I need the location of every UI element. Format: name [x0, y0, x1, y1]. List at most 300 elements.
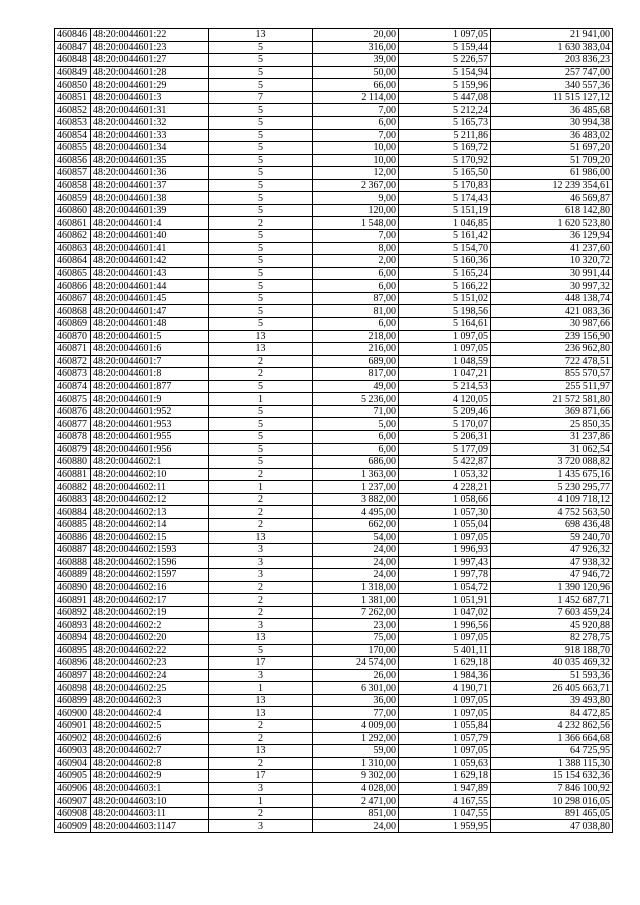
- cadastral-value-cell: 239 156,90: [491, 330, 613, 343]
- table-row: [55, 493, 613, 506]
- category-code-cell: 1: [209, 795, 313, 808]
- cadastral-number-cell: 48:20:0044601:42: [91, 255, 209, 268]
- category-code-cell: 5: [209, 280, 313, 293]
- area-cell: 39,00: [313, 54, 399, 67]
- specific-value-cell: 5 165,24: [399, 267, 491, 280]
- cadastral-value-cell: 31 237,86: [491, 431, 613, 444]
- category-code-cell: 2: [209, 368, 313, 381]
- table-row: [55, 255, 613, 268]
- specific-value-cell: 1 051,91: [399, 594, 491, 607]
- row-number-cell: 460891: [55, 594, 91, 607]
- specific-value-cell: 5 154,94: [399, 66, 491, 79]
- cadastral-value-cell: 1 435 675,16: [491, 468, 613, 481]
- cadastral-number-cell: 48:20:0044603:10: [91, 795, 209, 808]
- cadastral-number-cell: 48:20:0044602:20: [91, 632, 209, 645]
- category-code-cell: 2: [209, 217, 313, 230]
- cadastral-value-cell: 64 725,95: [491, 745, 613, 758]
- row-number-cell: 460876: [55, 405, 91, 418]
- row-number-cell: 460906: [55, 782, 91, 795]
- cadastral-value-cell: 255 511,97: [491, 380, 613, 393]
- area-cell: 6,00: [313, 116, 399, 129]
- category-code-cell: 5: [209, 192, 313, 205]
- category-code-cell: 5: [209, 431, 313, 444]
- cadastral-number-cell: 48:20:0044602:6: [91, 732, 209, 745]
- area-cell: 1 292,00: [313, 732, 399, 745]
- specific-value-cell: 1 997,78: [399, 569, 491, 582]
- cadastral-number-cell: 48:20:0044601:29: [91, 79, 209, 92]
- row-number-cell: 460901: [55, 719, 91, 732]
- cadastral-number-cell: 48:20:0044601:47: [91, 305, 209, 318]
- area-cell: 50,00: [313, 66, 399, 79]
- table-row: [55, 167, 613, 180]
- area-cell: 12,00: [313, 167, 399, 180]
- specific-value-cell: 5 159,44: [399, 41, 491, 54]
- row-number-cell: 460884: [55, 506, 91, 519]
- category-code-cell: 7: [209, 91, 313, 104]
- cadastral-value-cell: 10 298 016,05: [491, 795, 613, 808]
- specific-value-cell: 1 047,21: [399, 368, 491, 381]
- category-code-cell: 3: [209, 544, 313, 557]
- specific-value-cell: 5 212,24: [399, 104, 491, 117]
- row-number-cell: 460888: [55, 556, 91, 569]
- specific-value-cell: 5 177,09: [399, 443, 491, 456]
- category-code-cell: 13: [209, 745, 313, 758]
- area-cell: 316,00: [313, 41, 399, 54]
- row-number-cell: 460861: [55, 217, 91, 230]
- cadastral-number-cell: 48:20:0044601:44: [91, 280, 209, 293]
- specific-value-cell: 1 057,79: [399, 732, 491, 745]
- area-cell: 54,00: [313, 531, 399, 544]
- cadastral-number-cell: 48:20:0044601:8: [91, 368, 209, 381]
- row-number-cell: 460871: [55, 343, 91, 356]
- row-number-cell: 460855: [55, 142, 91, 155]
- cadastral-value-cell: 1 620 523,80: [491, 217, 613, 230]
- cadastral-number-cell: 48:20:0044601:955: [91, 431, 209, 444]
- cadastral-value-cell: 26 405 663,71: [491, 682, 613, 695]
- area-cell: 4 495,00: [313, 506, 399, 519]
- cadastral-number-cell: 48:20:0044601:27: [91, 54, 209, 67]
- table-row: [55, 594, 613, 607]
- specific-value-cell: 5 165,50: [399, 167, 491, 180]
- table-row: [55, 66, 613, 79]
- cadastral-value-cell: 47 946,72: [491, 569, 613, 582]
- cadastral-value-cell: 30 987,66: [491, 317, 613, 330]
- specific-value-cell: 5 422,87: [399, 456, 491, 469]
- category-code-cell: 5: [209, 380, 313, 393]
- cadastral-value-cell: 1 390 120,96: [491, 581, 613, 594]
- area-cell: 689,00: [313, 355, 399, 368]
- area-cell: 59,00: [313, 745, 399, 758]
- cadastral-value-cell: 30 991,44: [491, 267, 613, 280]
- table-row: [55, 619, 613, 632]
- cadastral-value-cell: 45 920,88: [491, 619, 613, 632]
- specific-value-cell: 5 174,43: [399, 192, 491, 205]
- table-row: [55, 292, 613, 305]
- row-number-cell: 460895: [55, 644, 91, 657]
- table-row: [55, 431, 613, 444]
- table-row: [55, 669, 613, 682]
- table-row: [55, 820, 613, 833]
- cadastral-number-cell: 48:20:0044601:39: [91, 204, 209, 217]
- area-cell: 10,00: [313, 154, 399, 167]
- cadastral-number-cell: 48:20:0044601:37: [91, 179, 209, 192]
- table-row: [55, 581, 613, 594]
- category-code-cell: 5: [209, 305, 313, 318]
- cadastral-number-cell: 48:20:0044601:31: [91, 104, 209, 117]
- category-code-cell: 17: [209, 770, 313, 783]
- category-code-cell: 13: [209, 707, 313, 720]
- area-cell: 1 363,00: [313, 468, 399, 481]
- category-code-cell: 5: [209, 167, 313, 180]
- cadastral-value-cell: 51 697,20: [491, 142, 613, 155]
- specific-value-cell: 1 058,66: [399, 493, 491, 506]
- row-number-cell: 460899: [55, 694, 91, 707]
- row-number-cell: 460859: [55, 192, 91, 205]
- category-code-cell: 5: [209, 292, 313, 305]
- cadastral-number-cell: 48:20:0044602:1597: [91, 569, 209, 582]
- specific-value-cell: 1 629,18: [399, 770, 491, 783]
- specific-value-cell: 5 401,11: [399, 644, 491, 657]
- cadastral-number-cell: 48:20:0044601:877: [91, 380, 209, 393]
- category-code-cell: 5: [209, 255, 313, 268]
- specific-value-cell: 5 447,08: [399, 91, 491, 104]
- specific-value-cell: 5 151,19: [399, 204, 491, 217]
- category-code-cell: 5: [209, 79, 313, 92]
- table-row: [55, 518, 613, 531]
- cadastral-number-cell: 48:20:0044601:953: [91, 418, 209, 431]
- category-code-cell: 5: [209, 129, 313, 142]
- category-code-cell: 2: [209, 732, 313, 745]
- row-number-cell: 460896: [55, 657, 91, 670]
- area-cell: 817,00: [313, 368, 399, 381]
- category-code-cell: 5: [209, 418, 313, 431]
- specific-value-cell: 1 046,85: [399, 217, 491, 230]
- cadastral-value-cell: 10 320,72: [491, 255, 613, 268]
- row-number-cell: 460873: [55, 368, 91, 381]
- cadastral-value-cell: 82 278,75: [491, 632, 613, 645]
- area-cell: 2,00: [313, 255, 399, 268]
- cadastral-number-cell: 48:20:0044602:19: [91, 606, 209, 619]
- category-code-cell: 13: [209, 694, 313, 707]
- table-row: [55, 556, 613, 569]
- category-code-cell: 5: [209, 230, 313, 243]
- area-cell: 7,00: [313, 230, 399, 243]
- row-number-cell: 460864: [55, 255, 91, 268]
- area-cell: 662,00: [313, 518, 399, 531]
- cadastral-value-cell: 30 997,32: [491, 280, 613, 293]
- cadastral-value-cell: 236 962,80: [491, 343, 613, 356]
- cadastral-value-cell: 3 720 088,82: [491, 456, 613, 469]
- row-number-cell: 460849: [55, 66, 91, 79]
- specific-value-cell: 1 097,05: [399, 29, 491, 42]
- row-number-cell: 460890: [55, 581, 91, 594]
- table-row: [55, 644, 613, 657]
- area-cell: 24 574,00: [313, 657, 399, 670]
- specific-value-cell: 5 164,61: [399, 317, 491, 330]
- cadastral-number-cell: 48:20:0044602:13: [91, 506, 209, 519]
- table-row: [55, 606, 613, 619]
- row-number-cell: 460886: [55, 531, 91, 544]
- specific-value-cell: 1 047,55: [399, 807, 491, 820]
- cadastral-value-cell: 30 994,38: [491, 116, 613, 129]
- row-number-cell: 460904: [55, 757, 91, 770]
- area-cell: 7,00: [313, 129, 399, 142]
- area-cell: 7 262,00: [313, 606, 399, 619]
- row-number-cell: 460856: [55, 154, 91, 167]
- category-code-cell: 5: [209, 41, 313, 54]
- cadastral-number-cell: 48:20:0044601:23: [91, 41, 209, 54]
- area-cell: 2 471,00: [313, 795, 399, 808]
- cadastral-value-cell: 918 188,70: [491, 644, 613, 657]
- row-number-cell: 460848: [55, 54, 91, 67]
- specific-value-cell: 5 214,53: [399, 380, 491, 393]
- table-row: [55, 807, 613, 820]
- cadastral-number-cell: 48:20:0044602:24: [91, 669, 209, 682]
- row-number-cell: 460908: [55, 807, 91, 820]
- category-code-cell: 5: [209, 267, 313, 280]
- specific-value-cell: 1 097,05: [399, 330, 491, 343]
- table-row: [55, 317, 613, 330]
- table-row: [55, 782, 613, 795]
- cadastral-number-cell: 48:20:0044602:2: [91, 619, 209, 632]
- table-row: [55, 694, 613, 707]
- specific-value-cell: 1 959,95: [399, 820, 491, 833]
- category-code-cell: 13: [209, 531, 313, 544]
- row-number-cell: 460902: [55, 732, 91, 745]
- table-row: [55, 468, 613, 481]
- category-code-cell: 2: [209, 468, 313, 481]
- area-cell: 851,00: [313, 807, 399, 820]
- area-cell: 216,00: [313, 343, 399, 356]
- specific-value-cell: 1 097,05: [399, 632, 491, 645]
- area-cell: 66,00: [313, 79, 399, 92]
- category-code-cell: 5: [209, 104, 313, 117]
- category-code-cell: 2: [209, 594, 313, 607]
- specific-value-cell: 1 059,63: [399, 757, 491, 770]
- cadastral-value-cell: 7 846 100,92: [491, 782, 613, 795]
- specific-value-cell: 1 055,84: [399, 719, 491, 732]
- specific-value-cell: 1 097,05: [399, 531, 491, 544]
- cadastral-value-cell: 12 239 354,61: [491, 179, 613, 192]
- category-code-cell: 1: [209, 481, 313, 494]
- table-row: [55, 368, 613, 381]
- area-cell: 77,00: [313, 707, 399, 720]
- table-row: [55, 707, 613, 720]
- cadastral-value-cell: 722 478,51: [491, 355, 613, 368]
- area-cell: 6,00: [313, 443, 399, 456]
- category-code-cell: 2: [209, 506, 313, 519]
- category-code-cell: 3: [209, 820, 313, 833]
- cadastral-number-cell: 48:20:0044602:22: [91, 644, 209, 657]
- cadastral-number-cell: 48:20:0044602:16: [91, 581, 209, 594]
- cadastral-value-cell: 1 452 687,71: [491, 594, 613, 607]
- cadastral-number-cell: 48:20:0044601:956: [91, 443, 209, 456]
- row-number-cell: 460854: [55, 129, 91, 142]
- category-code-cell: 5: [209, 142, 313, 155]
- table-row: [55, 657, 613, 670]
- table-row: [55, 305, 613, 318]
- area-cell: 26,00: [313, 669, 399, 682]
- row-number-cell: 460882: [55, 481, 91, 494]
- category-code-cell: 3: [209, 556, 313, 569]
- area-cell: 7,00: [313, 104, 399, 117]
- specific-value-cell: 5 211,86: [399, 129, 491, 142]
- category-code-cell: 3: [209, 569, 313, 582]
- cadastral-number-cell: 48:20:0044601:43: [91, 267, 209, 280]
- row-number-cell: 460879: [55, 443, 91, 456]
- specific-value-cell: 5 166,22: [399, 280, 491, 293]
- specific-value-cell: 5 159,96: [399, 79, 491, 92]
- specific-value-cell: 4 167,55: [399, 795, 491, 808]
- area-cell: 4 028,00: [313, 782, 399, 795]
- area-cell: 6,00: [313, 317, 399, 330]
- cadastral-number-cell: 48:20:0044601:4: [91, 217, 209, 230]
- specific-value-cell: 5 151,02: [399, 292, 491, 305]
- area-cell: 1 318,00: [313, 581, 399, 594]
- specific-value-cell: 4 120,05: [399, 393, 491, 406]
- cadastral-value-cell: 369 871,66: [491, 405, 613, 418]
- row-number-cell: 460857: [55, 167, 91, 180]
- cadastral-value-cell: 25 850,35: [491, 418, 613, 431]
- table-row: [55, 343, 613, 356]
- area-cell: 71,00: [313, 405, 399, 418]
- row-number-cell: 460870: [55, 330, 91, 343]
- category-code-cell: 1: [209, 682, 313, 695]
- category-code-cell: 13: [209, 29, 313, 42]
- table-row: [55, 330, 613, 343]
- cadastral-number-cell: 48:20:0044601:3: [91, 91, 209, 104]
- category-code-cell: 13: [209, 343, 313, 356]
- row-number-cell: 460892: [55, 606, 91, 619]
- specific-value-cell: 1 097,05: [399, 707, 491, 720]
- category-code-cell: 5: [209, 443, 313, 456]
- area-cell: 2 367,00: [313, 179, 399, 192]
- table-row: [55, 393, 613, 406]
- category-code-cell: 5: [209, 54, 313, 67]
- area-cell: 1 381,00: [313, 594, 399, 607]
- row-number-cell: 460875: [55, 393, 91, 406]
- specific-value-cell: 5 170,92: [399, 154, 491, 167]
- cadastral-value-cell: 1 366 664,68: [491, 732, 613, 745]
- cadastral-value-cell: 84 472,85: [491, 707, 613, 720]
- area-cell: 24,00: [313, 556, 399, 569]
- specific-value-cell: 5 226,57: [399, 54, 491, 67]
- table-row: [55, 267, 613, 280]
- row-number-cell: 460874: [55, 380, 91, 393]
- cadastral-number-cell: 48:20:0044602:1593: [91, 544, 209, 557]
- area-cell: 5,00: [313, 418, 399, 431]
- category-code-cell: 2: [209, 581, 313, 594]
- row-number-cell: 460851: [55, 91, 91, 104]
- table-row: [55, 142, 613, 155]
- row-number-cell: 460909: [55, 820, 91, 833]
- table-row: [55, 116, 613, 129]
- row-number-cell: 460889: [55, 569, 91, 582]
- specific-value-cell: 1 097,05: [399, 694, 491, 707]
- cadastral-number-cell: 48:20:0044601:32: [91, 116, 209, 129]
- table-row: [55, 179, 613, 192]
- area-cell: 4 009,00: [313, 719, 399, 732]
- cadastral-number-cell: 48:20:0044601:34: [91, 142, 209, 155]
- table-row: [55, 380, 613, 393]
- cadastral-number-cell: 48:20:0044602:7: [91, 745, 209, 758]
- table-row: [55, 418, 613, 431]
- cadastral-value-cell: 36 483,02: [491, 129, 613, 142]
- specific-value-cell: 5 198,56: [399, 305, 491, 318]
- specific-value-cell: 1 997,43: [399, 556, 491, 569]
- row-number-cell: 460881: [55, 468, 91, 481]
- category-code-cell: 5: [209, 154, 313, 167]
- specific-value-cell: 5 154,70: [399, 242, 491, 255]
- cadastral-value-cell: 21 941,00: [491, 29, 613, 42]
- area-cell: 23,00: [313, 619, 399, 632]
- area-cell: 6,00: [313, 267, 399, 280]
- table-body: [55, 29, 613, 833]
- cadastral-value-cell: 855 570,57: [491, 368, 613, 381]
- cadastral-number-cell: 48:20:0044601:9: [91, 393, 209, 406]
- area-cell: 5 236,00: [313, 393, 399, 406]
- area-cell: 1 237,00: [313, 481, 399, 494]
- area-cell: 1 548,00: [313, 217, 399, 230]
- cadastral-value-cell: 15 154 632,36: [491, 770, 613, 783]
- cadastral-value-cell: 21 572 581,80: [491, 393, 613, 406]
- cadastral-number-cell: 48:20:0044602:12: [91, 493, 209, 506]
- category-code-cell: 13: [209, 632, 313, 645]
- table-row: [55, 506, 613, 519]
- row-number-cell: 460893: [55, 619, 91, 632]
- cadastral-value-cell: 51 593,36: [491, 669, 613, 682]
- row-number-cell: 460903: [55, 745, 91, 758]
- table-row: [55, 531, 613, 544]
- row-number-cell: 460887: [55, 544, 91, 557]
- row-number-cell: 460850: [55, 79, 91, 92]
- row-number-cell: 460907: [55, 795, 91, 808]
- cadastral-value-cell: 11 515 127,12: [491, 91, 613, 104]
- cadastral-value-cell: 257 747,00: [491, 66, 613, 79]
- table-row: [55, 732, 613, 745]
- category-code-cell: 3: [209, 782, 313, 795]
- category-code-cell: 13: [209, 330, 313, 343]
- specific-value-cell: 5 206,31: [399, 431, 491, 444]
- cadastral-value-cell: 4 752 563,50: [491, 506, 613, 519]
- cadastral-number-cell: 48:20:0044602:5: [91, 719, 209, 732]
- table-row: [55, 405, 613, 418]
- area-cell: 6,00: [313, 431, 399, 444]
- cadastral-number-cell: 48:20:0044602:4: [91, 707, 209, 720]
- cadastral-value-cell: 891 465,05: [491, 807, 613, 820]
- cadastral-value-cell: 40 035 469,32: [491, 657, 613, 670]
- cadastral-number-cell: 48:20:0044602:17: [91, 594, 209, 607]
- row-number-cell: 460883: [55, 493, 91, 506]
- specific-value-cell: 1 996,93: [399, 544, 491, 557]
- specific-value-cell: 1 947,89: [399, 782, 491, 795]
- specific-value-cell: 1 047,02: [399, 606, 491, 619]
- cadastral-number-cell: 48:20:0044601:5: [91, 330, 209, 343]
- table-row: [55, 230, 613, 243]
- table-row: [55, 79, 613, 92]
- row-number-cell: 460868: [55, 305, 91, 318]
- area-cell: 81,00: [313, 305, 399, 318]
- category-code-cell: 5: [209, 242, 313, 255]
- specific-value-cell: 1 057,30: [399, 506, 491, 519]
- table-row: [55, 719, 613, 732]
- row-number-cell: 460905: [55, 770, 91, 783]
- category-code-cell: 5: [209, 116, 313, 129]
- category-code-cell: 5: [209, 644, 313, 657]
- cadastral-value-cell: 340 557,36: [491, 79, 613, 92]
- cadastral-value-cell: 7 603 459,24: [491, 606, 613, 619]
- table-row: [55, 770, 613, 783]
